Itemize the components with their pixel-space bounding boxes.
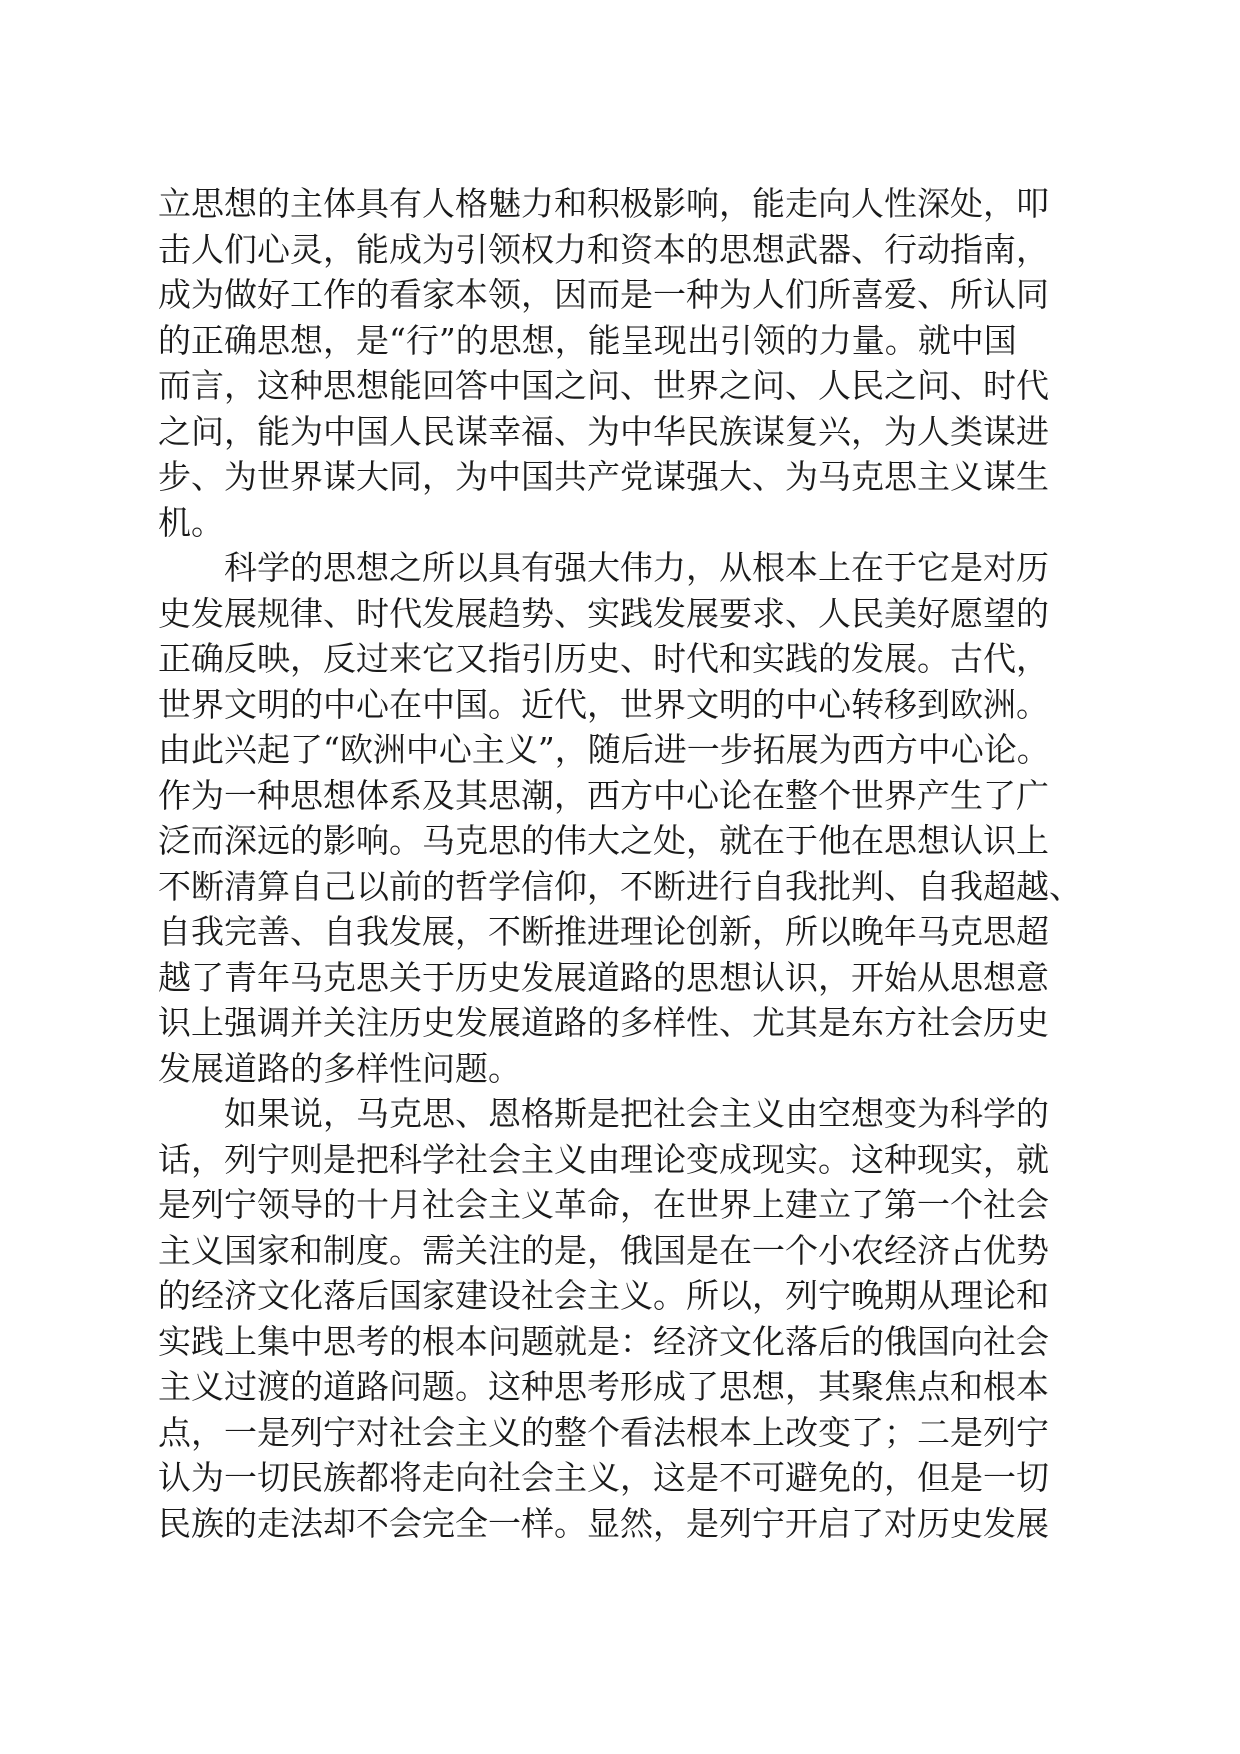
text-line: 泛而深远的影响。马克思的伟大之处，就在于他在思想认识上 — [158, 821, 1049, 860]
text-line: 机。 — [158, 502, 224, 542]
text-line: 主义国家和制度。需关注的是，俄国是在一个小农经济占优势 — [158, 1230, 1049, 1270]
text-line: 是列宁领导的十月社会主义革命，在世界上建立了第一个社会 — [158, 1185, 1049, 1224]
paragraph-1 — [158, 181, 1078, 545]
text-line: 不断清算自己以前的哲学信仰，不断进行自我批判、自我超越、 — [158, 866, 1082, 906]
text-line: 科学的思想之所以具有强大伟力，从根本上在于它是对历 — [224, 548, 1049, 587]
text-line: 成为做好工作的看家本领，因而是一种为人们所喜爱、所认同 — [158, 275, 1049, 314]
text-line: 的正确思想，是“行”的思想，能呈现出引领的力量。就中国 — [158, 320, 1017, 360]
text-line: 自我完善、自我发展，不断推进理论创新，所以晚年马克思超 — [158, 912, 1049, 951]
text-line: 认为一切民族都将走向社会主义，这是不可避免的，但是一切 — [158, 1458, 1049, 1497]
text-line: 立思想的主体具有人格魅力和积极影响，能走向人性深处，叩 — [158, 184, 1049, 223]
document-body — [158, 181, 1082, 1546]
text-line: 史发展规律、时代发展趋势、实践发展要求、人民美好愿望的 — [158, 593, 1049, 633]
text-line: 步、为世界谋大同，为中国共产党谋强大、为马克思主义谋生 — [158, 457, 1049, 496]
text-line: 识上强调并关注历史发展道路的多样性、尤其是东方社会历史 — [158, 1003, 1049, 1042]
paragraph-3 — [158, 1091, 1078, 1546]
text-line: 越了青年马克思关于历史发展道路的思想认识，开始从思想意 — [158, 957, 1049, 997]
text-line: 世界文明的中心在中国。近代，世界文明的中心转移到欧洲。 — [158, 684, 1049, 724]
text-line: 击人们心灵，能成为引领权力和资本的思想武器、行动指南， — [158, 229, 1049, 269]
text-line: 民族的走法却不会完全一样。显然，是列宁开启了对历史发展 — [158, 1503, 1049, 1543]
text-line: 主义过渡的道路问题。这种思考形成了思想，其聚焦点和根本 — [158, 1367, 1049, 1406]
text-line: 之问，能为中国人民谋幸福、为中华民族谋复兴，为人类谋进 — [158, 411, 1049, 451]
text-line: 点，一是列宁对社会主义的整个看法根本上改变了；二是列宁 — [158, 1412, 1049, 1452]
paragraph-2 — [158, 545, 1082, 1091]
text-line: 的经济文化落后国家建设社会主义。所以，列宁晚期从理论和 — [158, 1276, 1049, 1315]
text-line: 话，列宁则是把科学社会主义由理论变成现实。这种现实，就 — [158, 1139, 1049, 1179]
text-line: 实践上集中思考的根本问题就是：经济文化落后的俄国向社会 — [158, 1321, 1049, 1361]
text-line: 而言，这种思想能回答中国之问、世界之问、人民之问、时代 — [158, 366, 1049, 405]
text-line: 由此兴起了“欧洲中心主义”，随后进一步拓展为西方中心论。 — [158, 730, 1050, 769]
text-line: 发展道路的多样性问题。 — [158, 1048, 521, 1088]
text-line: 正确反映，反过来它又指引历史、时代和实践的发展。古代， — [158, 639, 1049, 678]
text-line: 如果说，马克思、恩格斯是把社会主义由空想变为科学的 — [224, 1094, 1049, 1133]
text-line: 作为一种思想体系及其思潮，西方中心论在整个世界产生了广 — [158, 775, 1049, 815]
